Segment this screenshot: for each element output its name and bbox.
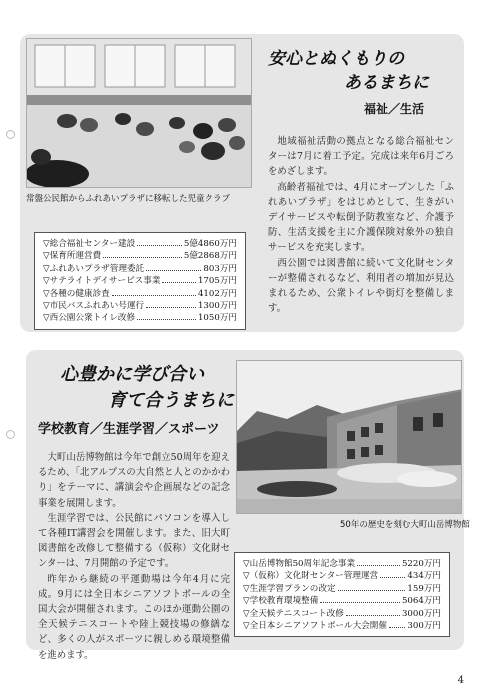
section1-photo-caption: 常盤公民館からふれあいプラザに移転した児童クラブ [26,194,231,204]
budget-value: 803万円 [203,263,237,274]
budget-value: 300万円 [407,621,441,632]
section1-body [268,134,454,316]
section2-body [38,450,230,663]
budget-value: 5億2868万円 [183,251,237,262]
section1-paragraph: 高齢者福祉では、4月にオープンした「ふれあいプラザ」をはじめとして、生きがいデイサービスや転倒予防教室など、介護予防、生活支援を主に介護保険対象外の独自サービスを充実します。 [268,181,454,254]
budget-leader-dots [320,602,400,603]
section2-paragraph: 昨年から継続の平運動場は今年4月に完成。9月には全日本シニアソフトボールの全国大会が開催されます。このほか運動公園の全天候テニスコートや陸上競技場の修繕など、多くの人がスポーツに親しめる環境整備を進めます。 [38,573,230,661]
budget-leader-dots [162,282,195,283]
budget-label: ▽全天候テニスコート改修 [243,608,344,619]
budget-value: 4102万円 [197,288,237,299]
budget-value: 434万円 [407,571,441,582]
budget-row [243,620,441,632]
budget-row [43,250,237,262]
budget-label: ▽市民バスふれあい号運行 [43,301,145,312]
budget-row [43,238,237,250]
budget-value: 1050万円 [197,313,237,324]
budget-row [243,558,441,570]
section2-paragraph: 大町山岳博物館は今年で創立50周年を迎えるため、「北アルプスの大自然と人とのかかわり」をテーマに、講演会や企画展などの記念事業を展開します。 [38,452,230,509]
budget-leader-dots [389,627,405,628]
section1-budget-box [34,232,246,330]
budget-label: ▽生涯学習プランの改定 [243,583,336,594]
section1-title-line2: あるまちに [344,73,429,93]
budget-leader-dots [137,319,196,320]
budget-row [43,288,237,300]
budget-value: 3000万円 [401,608,441,619]
budget-row [243,583,441,595]
budget-row [243,595,441,607]
budget-row [243,608,441,620]
budget-label: ▽サテライトデイサービス事業 [43,276,161,287]
budget-row [43,300,237,312]
budget-leader-dots [112,295,196,296]
section2-budget-box [234,552,450,637]
section2-photo [236,360,462,514]
budget-label: ▽各種の健康診査 [43,288,110,299]
budget-value: 159万円 [407,583,441,594]
budget-leader-dots [146,307,196,308]
budget-row [43,312,237,324]
section1-subtitle: 福祉／生活 [364,102,425,116]
budget-label: ▽学校教育環境整備 [243,596,319,607]
budget-leader-dots [137,245,182,246]
budget-leader-dots [103,257,182,258]
budget-value: 5220万円 [401,559,441,569]
page-number: 4 [457,675,464,686]
budget-label: ▽保育所運営費 [43,251,102,262]
budget-leader-dots [346,615,400,616]
budget-row [43,275,237,287]
budget-value: 1705万円 [197,276,237,287]
section2-photo-caption: 50年の歴史を刻む大町山岳博物館 [340,520,470,530]
binder-hole-lower [6,430,15,439]
budget-row [43,263,237,275]
budget-leader-dots [146,270,201,271]
budget-label: ▽総合福祉センター建設 [43,239,136,249]
section2-title-line1: 心豊かに学び合い [60,364,204,385]
section1-photo [26,38,252,188]
section1-title-line1: 安心とぬくもりの [268,49,404,69]
budget-leader-dots [357,565,400,566]
section1-paragraph: 地域福祉活動の拠点となる総合福祉センターは7月に着工予定。完成は来年6月ごろをめざします。 [268,136,454,178]
section2-paragraph: 生涯学習では、公民館にパソコンを導入して各種IT講習会を開催します。また、旧大町図書館を改修して整備する（仮称）文化財センターは、7月開館の予定です。 [38,512,230,570]
budget-value: 1300万円 [197,301,237,312]
section1-paragraph: 西公園では図書館に続いて文化財センターが整備されるなど、利用者の増加が見込まれるため、公衆トイレや街灯を整備します。 [268,257,454,315]
budget-value: 5064万円 [401,596,441,607]
section2-title-line2: 育て合うまちに [108,390,234,411]
binder-hole-upper [6,130,15,139]
budget-label: ▽（仮称）文化財センター管理運営 [243,571,379,582]
budget-label: ▽全日本シニアソフトボール大会開催 [243,621,387,632]
section2-subtitle: 学校教育／生涯学習／スポーツ [38,422,220,437]
budget-leader-dots [338,590,406,591]
budget-label: ▽西公園公衆トイレ改修 [43,313,136,324]
budget-label: ▽山岳博物館50周年記念事業 [243,559,356,569]
budget-leader-dots [380,577,405,578]
budget-row [243,570,441,582]
budget-label: ▽ふれあいプラザ管理委託 [43,263,145,274]
budget-value: 5億4860万円 [183,239,237,249]
